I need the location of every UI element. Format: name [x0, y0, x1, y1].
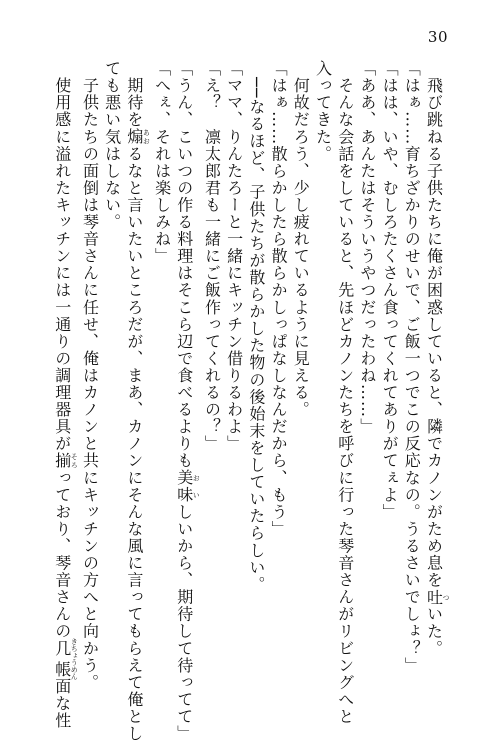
text-line: [123, 60, 151, 742]
text-segment: 「はぁ……育ちざかりのせいで、ご飯一つでこの反応なの。うるさいでしょ？」: [402, 60, 422, 674]
ruby-text: つ: [442, 588, 450, 606]
text-line: [245, 60, 267, 680]
ruby-base: 煽: [124, 128, 144, 146]
text-segment: いた。: [424, 605, 444, 657]
text-line: [150, 60, 172, 680]
furigana: [124, 128, 151, 146]
text-segment: 「ああ、あんたはそういうやつだったわね……」: [357, 60, 377, 436]
text-line: [356, 60, 378, 680]
text-segment: っており、琴音さんの: [52, 469, 72, 640]
page-number: 30: [427, 28, 448, 46]
ruby-text: おい: [192, 469, 201, 504]
ruby-base: 美味: [174, 469, 194, 504]
ruby-base: 几帳: [52, 637, 72, 680]
text-segment: 「はは、いや、むしろたくさん食ってくれてありがてぇよ」: [380, 60, 400, 521]
ruby-text: きちょうめん: [70, 637, 79, 680]
furigana: [52, 637, 79, 680]
furigana: [52, 452, 79, 470]
text-line: [267, 60, 289, 680]
text-line: [78, 60, 100, 691]
text-line: [289, 60, 311, 680]
ruby-base: 揃: [52, 452, 72, 470]
text-segment: 期待を: [124, 60, 144, 129]
text-segment: るなと言いたいところだが、まあ、カノンにそんな風に言ってもらえて俺とし: [124, 145, 144, 742]
text-segment: ──なるほど、子供たちが散らかした物の後始末をしていたらしい。: [246, 60, 266, 593]
text-segment: 「へぇ、それは楽しみね」: [152, 60, 172, 265]
text-segment: 飛び跳ねる子供たちに俺が困惑していると、隣でカノンがため息を: [424, 60, 444, 589]
text-line: [222, 60, 244, 680]
furigana: [174, 469, 201, 504]
text-line: [100, 60, 122, 680]
text-segment: ても悪い気はしない。: [102, 60, 122, 231]
text-line: [173, 60, 201, 742]
text-line: [378, 60, 400, 680]
text-line: [422, 60, 450, 680]
ruby-text: あお: [142, 128, 151, 146]
text-line: [311, 60, 333, 680]
text-segment: そんな会話をしていると、先ほどカノンたちを呼びに行った琴音さんがリビングへと: [335, 60, 355, 725]
text-segment: 「うん、こいつの作る料理はそこら辺で食べるよりも: [174, 60, 194, 470]
furigana: [424, 588, 450, 606]
text-line: [400, 60, 422, 680]
text-segment: 「はぁ……散らかしたら散らかしっぱなしなんだから、もう」: [269, 60, 289, 538]
text-segment: 「ママ、りんたろーと一緒にキッチン借りるわよ」: [224, 60, 244, 453]
text-segment: 何故だろう、少し疲れているように見える。: [291, 60, 311, 419]
text-line: [51, 60, 79, 729]
text-segment: しいから、期待して待ってて」: [174, 503, 194, 742]
text-segment: 「え？ 凛太郎君も一緒にご飯作ってくれるの？」: [202, 60, 222, 453]
text-segment: 入ってきた。: [313, 60, 333, 163]
ruby-text: そろ: [70, 452, 79, 470]
vertical-text-block: [50, 60, 450, 742]
text-segment: 面な性: [52, 677, 72, 729]
text-line: [333, 60, 355, 725]
text-segment: 子供たちの面倒は琴音さんに任せ、俺はカノンと共にキッチンの方へと向かう。: [80, 60, 100, 691]
text-segment: 使用感に溢れたキッチンには一通りの調理器具が: [52, 60, 72, 453]
ruby-base: 吐: [424, 588, 444, 606]
text-line: [200, 60, 222, 680]
